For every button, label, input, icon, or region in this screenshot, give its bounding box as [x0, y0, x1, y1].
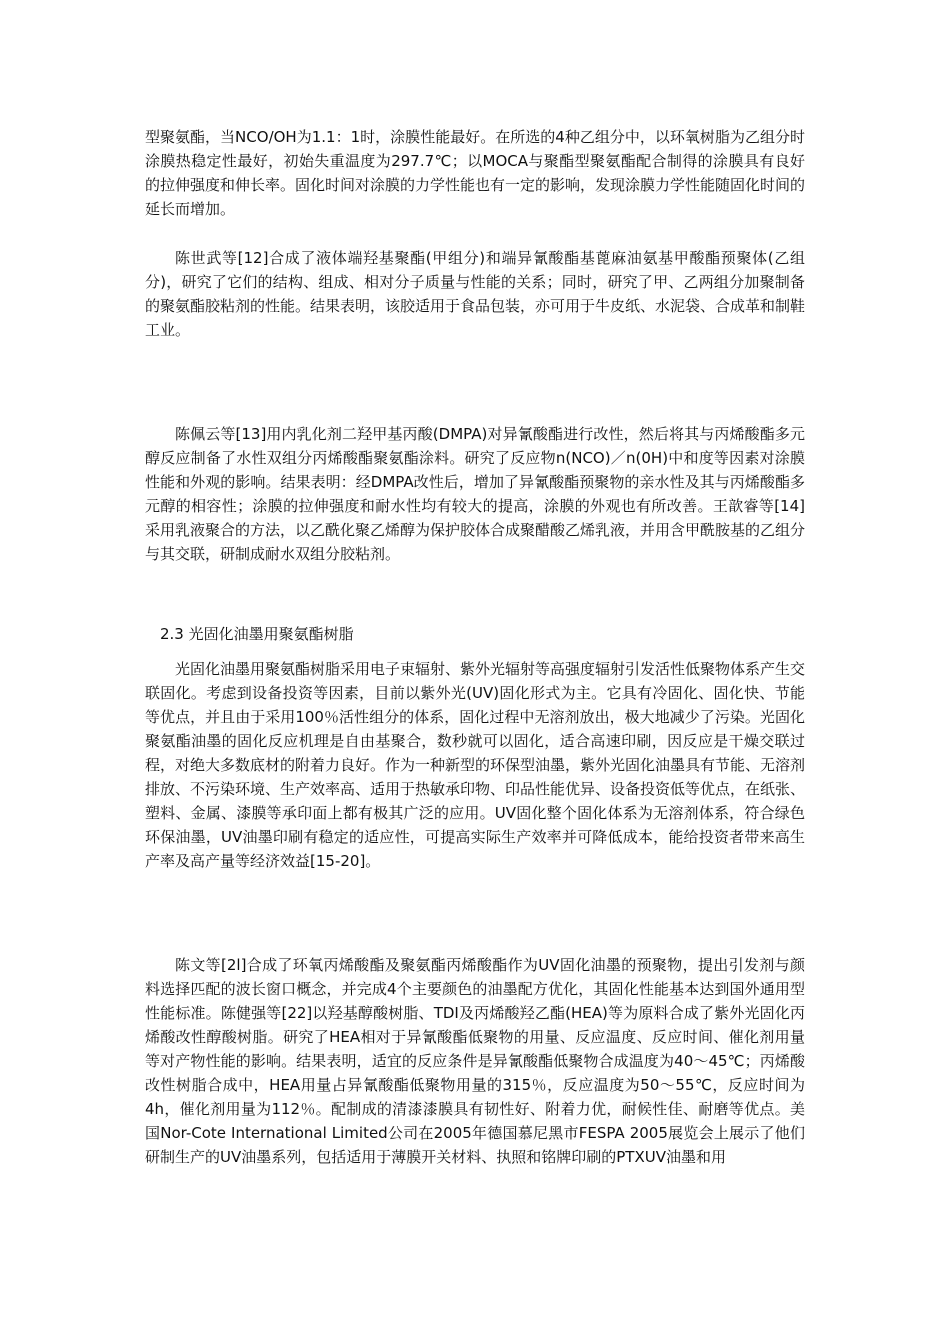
- paragraph-3: 陈佩云等[13]用内乳化剂二羟甲基丙酸(DMPA)对异氰酸酯进行改性，然后将其与丙烯酸酯多元醇反应制备了水性双组分丙烯酸酯聚氨酯涂料。研究了反应物n(NCO)／n(0H)中和度等因素对涂膜性能和外观的影响。结果表明：经DMPA改性后，增加了异氰酸酯预聚物的亲水性及其与丙烯酸酯多元醇的相容性；涂膜的拉伸强度和耐水性均有较大的提高，涂膜的外观也有所改善。王歆睿等[14]采用乳液聚合的方法，以乙酰化聚乙烯醇为保护胶体合成聚醋酸乙烯乳液，并用含甲酰胺基的乙组分与其交联，研制成耐水双组分胶粘剂。: [145, 425, 806, 563]
- paragraph-5: 陈文等[2l]合成了环氧丙烯酸酯及聚氨酯丙烯酸酯作为UV固化油墨的预聚物，提出引发剂与颜料选择匹配的波长窗口概念，并完成4个主要颜色的油墨配方优化，其固化性能基本达到国外通用型性能标准。陈健强等[22]以羟基醇酸树脂、TDI及丙烯酸羟乙酯(HEA)等为原料合成了紫外光固化丙烯酸改性醇酸树脂。研究了HEA相对于异氰酸酯低聚物的用量、反应温度、反应时间、催化剂用量等对产物性能的影响。结果表明，适宜的反应条件是异氰酸酯低聚物合成温度为40～45℃；丙烯酸改性树脂合成中，HEA用量占异氰酸酯低聚物用量的315％，反应温度为50～55℃，反应时间为4h，催化剂用量为112％。配制成的清漆漆膜具有韧性好、附着力优，耐候性佳、耐磨等优点。美国Nor-Cote International Limited公司在2005年德国慕尼黑市FESPA 2005展览会上展示了他们研制生产的UV油墨系列，包括适用于薄膜开关材料、执照和铭牌印刷的PTXUV油墨和用: [145, 956, 805, 1166]
- section-heading: 2.3 光固化油墨用聚氨酯树脂: [160, 625, 354, 643]
- paragraph-4: 光固化油墨用聚氨酯树脂采用电子束辐射、紫外光辐射等高强度辐射引发活性低聚物体系产生交联固化。考虑到设备投资等因素，目前以紫外光(UV)固化形式为主。它具有冷固化、固化快、节能等优点，并且由于采用100％活性组分的体系，固化过程中无溶剂放出，极大地减少了污染。光固化聚氨酯油墨的固化反应机理是自由基聚合，数秒就可以固化，适合高速印刷，因反应是干燥交联过程，对绝大多数底材的附着力良好。作为一种新型的环保型油墨，紫外光固化油墨具有节能、无溶剂排放、不污染环境、生产效率高、适用于热敏承印物、印品性能优异、设备投资低等优点，在纸张、塑料、金属、漆膜等承印面上都有极其广泛的应用。UV固化整个固化体系为无溶剂体系，符合绿色环保油墨，UV油墨印刷有稳定的适应性，可提高实际生产效率并可降低成本，能给投资者带来高生产率及高产量等经济效益[15-20]。: [145, 660, 806, 870]
- paragraph-2: 陈世武等[12]合成了液体端羟基聚酯(甲组分)和端异氰酸酯基蓖麻油氨基甲酸酯预聚体(乙组分)，研究了它们的结构、组成、相对分子质量与性能的关系；同时，研究了甲、乙两组分加聚制备的聚氨酯胶粘剂的性能。结果表明，该胶适用于食品包装，亦可用于牛皮纸、水泥袋、合成革和制鞋工业。: [145, 249, 806, 339]
- paragraph-1: 型聚氨酯，当NCO/OH为1.1：1时，涂膜性能最好。在所选的4种乙组分中，以环氧树脂为乙组分时涂膜热稳定性最好，初始失重温度为297.7℃；以MOCA与聚酯型聚氨酯配合制得的涂膜具有良好的拉伸强度和伸长率。固化时间对涂膜的力学性能也有一定的影响，发现涂膜力学性能随固化时间的延长而增加。: [145, 128, 806, 218]
